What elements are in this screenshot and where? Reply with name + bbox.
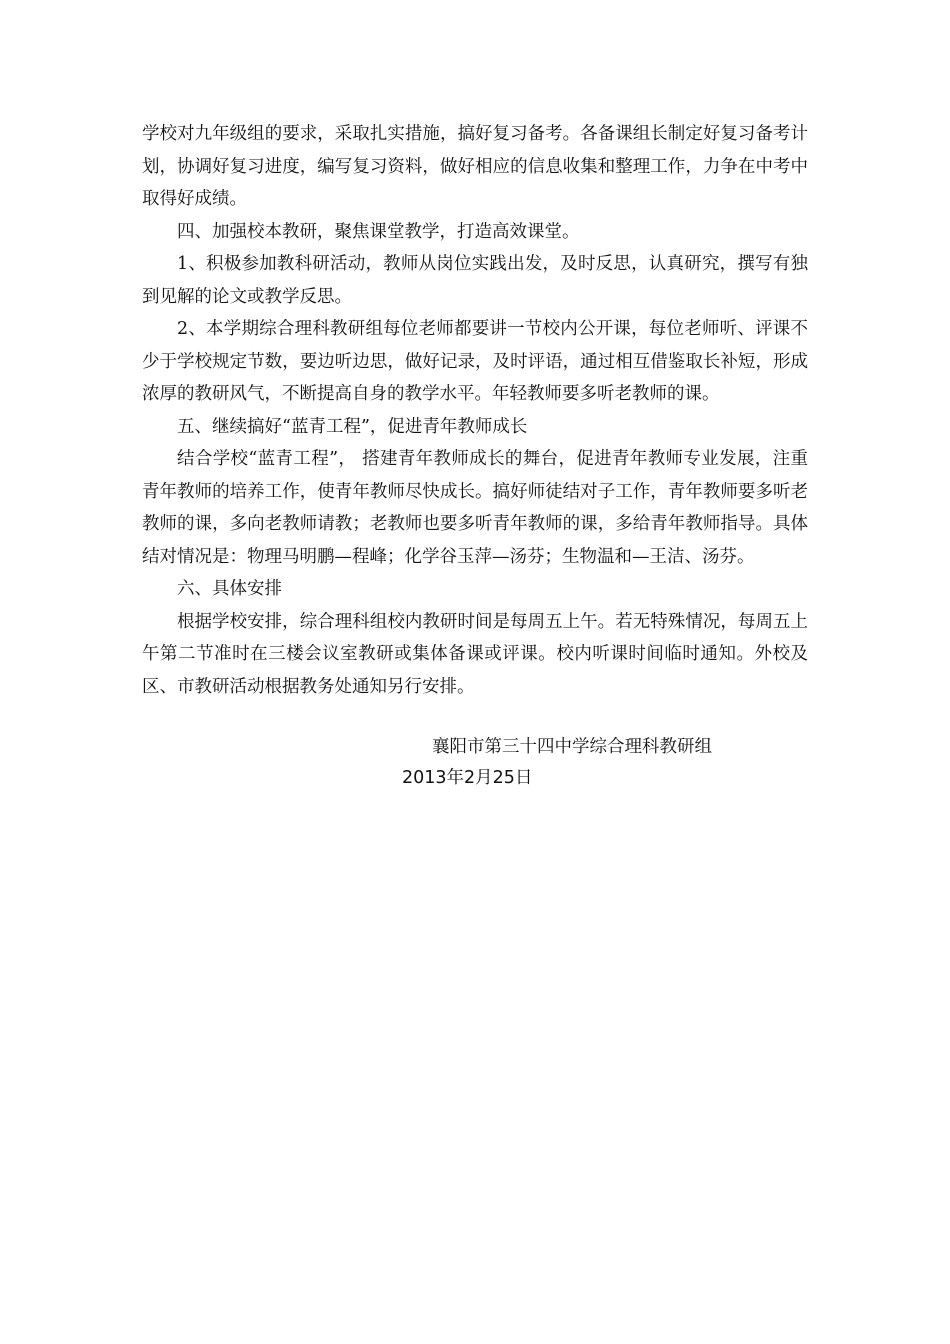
signature-line: 襄阳市第三十四中学综合理科教研组 xyxy=(432,737,712,757)
paragraph-item-1: 1、积极参加教科研活动，教师从岗位实践出发，及时反思，认真研究，撰写有独到见解的论文或教学反思。 xyxy=(142,254,808,307)
paragraph-mentoring: 结合学校“蓝青工程”， 搭建青年教师成长的舞台，促进青年教师专业发展，注重青年教师的培养工作，使青年教师尽快成长。搞好师徒结对子工作，青年教师要多听老教师的课，多向老教师请教；老教师也要多听青年教师的课，多给青年教师指导。具体结对情况是：物理马明鹏—程峰；化学谷玉萍—汤芬；生物温和—王洁、汤芬。 xyxy=(142,449,808,567)
section-heading-4: 四、加强校本教研，聚焦课堂教学，打造高效课堂。 xyxy=(177,221,580,242)
paragraph-continuation: 学校对九年级组的要求，采取扎实措施，搞好复习备考。各备课组长制定好复习备考计划，协调好复习进度，编写复习资料，做好相应的信息收集和整理工作，力争在中考中取得好成绩。 xyxy=(142,124,808,209)
section-heading-5: 五、继续搞好“蓝青工程”，促进青年教师成长 xyxy=(177,416,528,437)
section-heading-6: 六、具体安排 xyxy=(177,579,282,599)
document-body xyxy=(142,118,808,703)
paragraph-item-2: 2、本学期综合理科教研组每位老师都要讲一节校内公开课，每位老师听、评课不少于学校规定节数，要边听边思，做好记录，及时评语，通过相互借鉴取长补短，形成浓厚的教研风气，不断提高自身的教学水平。年轻教师要多听老教师的课。 xyxy=(142,319,808,404)
document-date: 2013年2月25日 xyxy=(402,768,533,788)
paragraph-schedule: 根据学校安排，综合理科组校内教研时间是每周五上午。若无特殊情况，每周五上午第二节准时在三楼会议室教研或集体备课或评课。校内听课时间临时通知。外校及区、市教研活动根据教务处通知另行安排。 xyxy=(142,611,808,697)
